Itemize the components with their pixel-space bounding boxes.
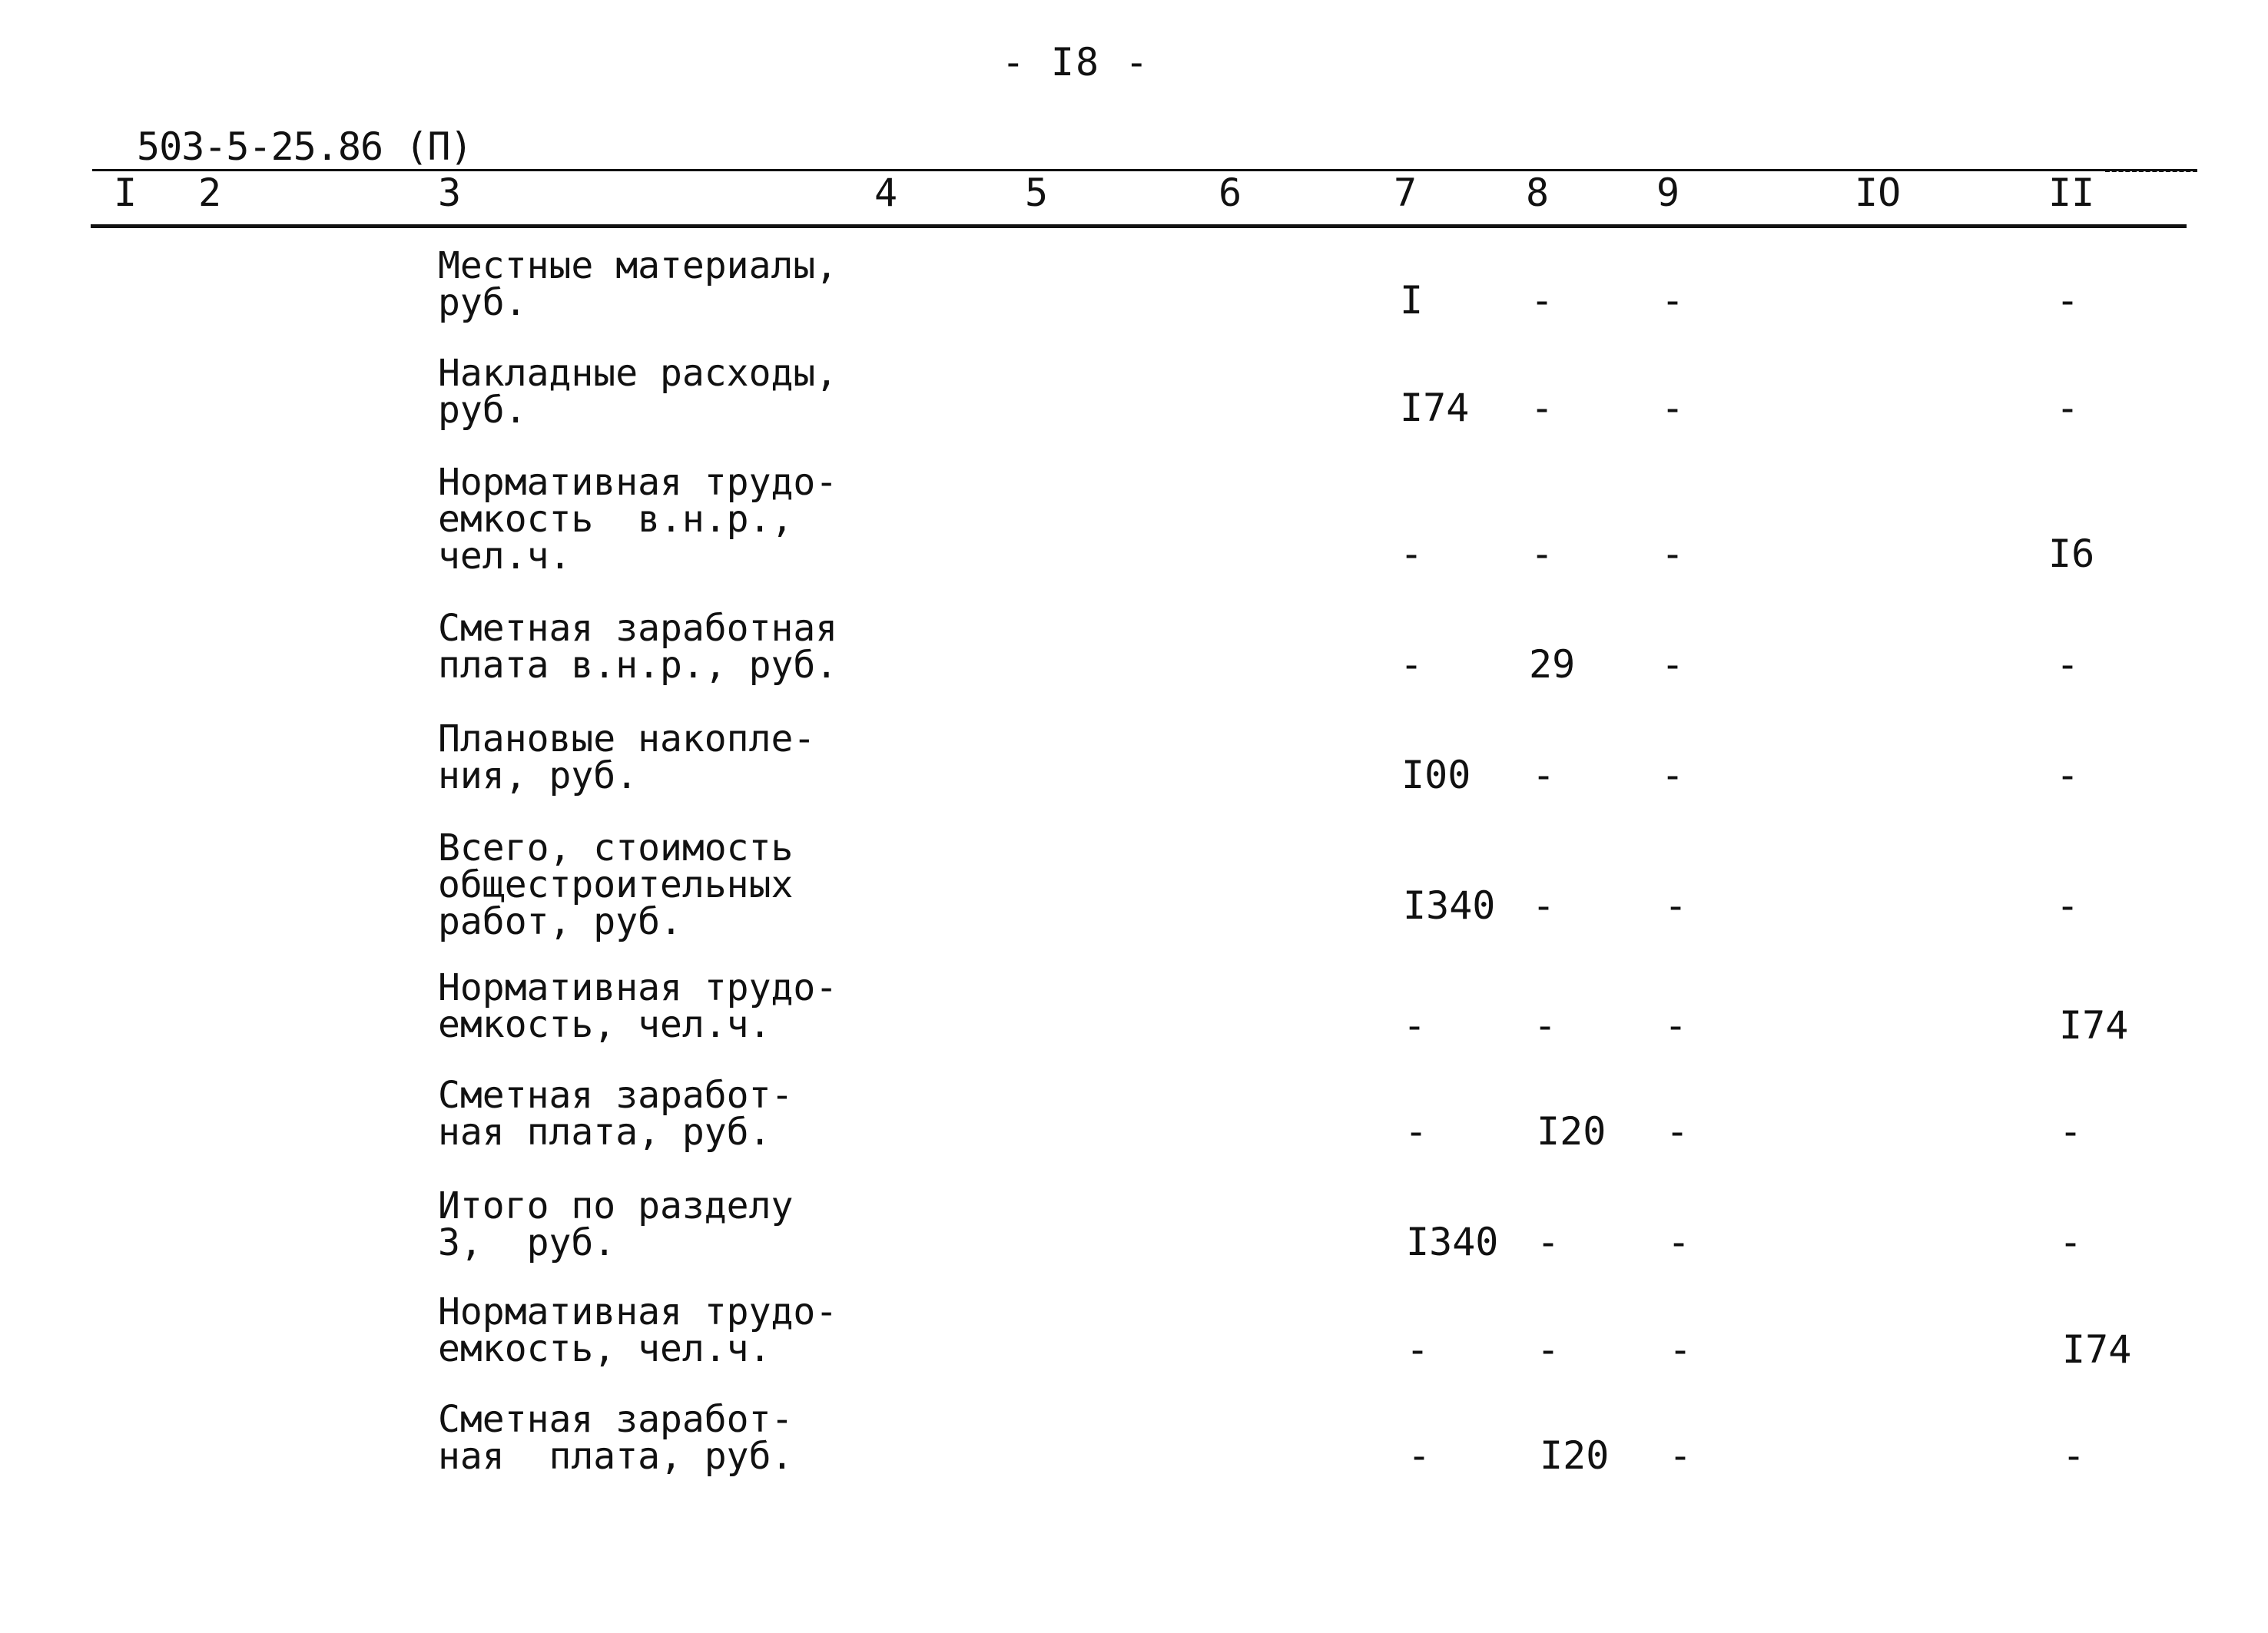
cell-col8: - [1530, 386, 1554, 430]
cell-col7: I340 [1403, 883, 1496, 928]
cell-col8: - [1532, 883, 1556, 928]
cell-col7: - [1408, 1433, 1431, 1478]
cell-col7: I340 [1406, 1220, 1499, 1264]
column-header-8: 8 [1526, 171, 1550, 215]
column-header-10: IO [1855, 171, 1902, 215]
cell-col11: - [2056, 278, 2080, 323]
cell-col7: - [1400, 532, 1424, 576]
cell-col11: - [2056, 642, 2080, 687]
cell-col11: I74 [2059, 1003, 2129, 1048]
page-number: - I8 - [1001, 40, 1150, 84]
cell-col9: - [1664, 883, 1688, 928]
row-label: Плановые накопле- ния, руб. [438, 717, 816, 797]
column-header-6: 6 [1219, 171, 1242, 215]
column-header-7: 7 [1394, 171, 1418, 215]
cell-col8: - [1530, 278, 1554, 323]
cell-col9: - [1669, 1433, 1693, 1478]
cell-col8: I20 [1540, 1433, 1610, 1478]
row-label: Сметная заработная плата в.н.р., руб. [438, 607, 838, 687]
cell-col8: - [1537, 1220, 1560, 1264]
cell-col8: - [1530, 532, 1554, 576]
cell-col7: I00 [1401, 753, 1471, 797]
row-label: Сметная заработ- ная плата, руб. [438, 1074, 794, 1154]
column-header-5: 5 [1025, 171, 1049, 215]
cell-col8: - [1537, 1327, 1560, 1372]
cell-col7: - [1406, 1327, 1430, 1372]
column-header-4: 4 [874, 171, 898, 215]
cell-col11: I74 [2062, 1327, 2132, 1372]
column-header-3: 3 [438, 171, 462, 215]
column-header-11: II [2048, 171, 2095, 215]
row-label: Нормативная трудо- емкость, чел.ч. [438, 966, 838, 1046]
header-rule [91, 224, 2187, 228]
document-code: 503-5-25.86 (П) [137, 124, 472, 169]
cell-col11: - [2056, 386, 2080, 430]
cell-col9: - [1661, 642, 1685, 687]
cell-col11: - [2056, 753, 2080, 797]
cell-col9: - [1666, 1109, 1689, 1154]
cell-col9: - [1661, 386, 1685, 430]
cell-col7: I74 [1400, 386, 1470, 430]
row-label: Сметная заработ- ная плата, руб. [438, 1398, 794, 1478]
row-label: Нормативная трудо- емкость, чел.ч. [438, 1290, 838, 1370]
cell-col8: I20 [1537, 1109, 1606, 1154]
cell-col9: - [1661, 532, 1685, 576]
cell-col8: 29 [1529, 642, 1576, 687]
cell-col9: - [1664, 1003, 1688, 1048]
cell-col7: - [1404, 1109, 1428, 1154]
row-label: Всего, стоимость общестроительных работ, руб. [438, 826, 794, 943]
column-header-2: 2 [198, 171, 222, 215]
top-rule-dashed-end [2105, 170, 2197, 172]
cell-col8: - [1534, 1003, 1557, 1048]
cell-col11: - [2059, 1220, 2083, 1264]
row-label: Нормативная трудо- емкость в.н.р., чел.ч. [438, 461, 838, 578]
row-label: Итого по разделу 3, руб. [438, 1184, 794, 1264]
cell-col9: - [1667, 1220, 1691, 1264]
cell-col7: - [1400, 642, 1424, 687]
cell-col9: - [1661, 753, 1685, 797]
cell-col11: - [2056, 883, 2080, 928]
row-label: Накладные расходы, руб. [438, 352, 838, 432]
cell-col7: - [1403, 1003, 1427, 1048]
cell-col8: - [1532, 753, 1556, 797]
cell-col11: - [2062, 1433, 2086, 1478]
cell-col7: I [1400, 278, 1424, 323]
column-header-1: I [114, 171, 138, 215]
cell-col11: I6 [2048, 532, 2095, 576]
cell-col11: - [2059, 1109, 2083, 1154]
row-label: Местные материалы, руб. [438, 244, 838, 324]
column-header-9: 9 [1656, 171, 1680, 215]
cell-col9: - [1661, 278, 1685, 323]
cell-col9: - [1669, 1327, 1693, 1372]
